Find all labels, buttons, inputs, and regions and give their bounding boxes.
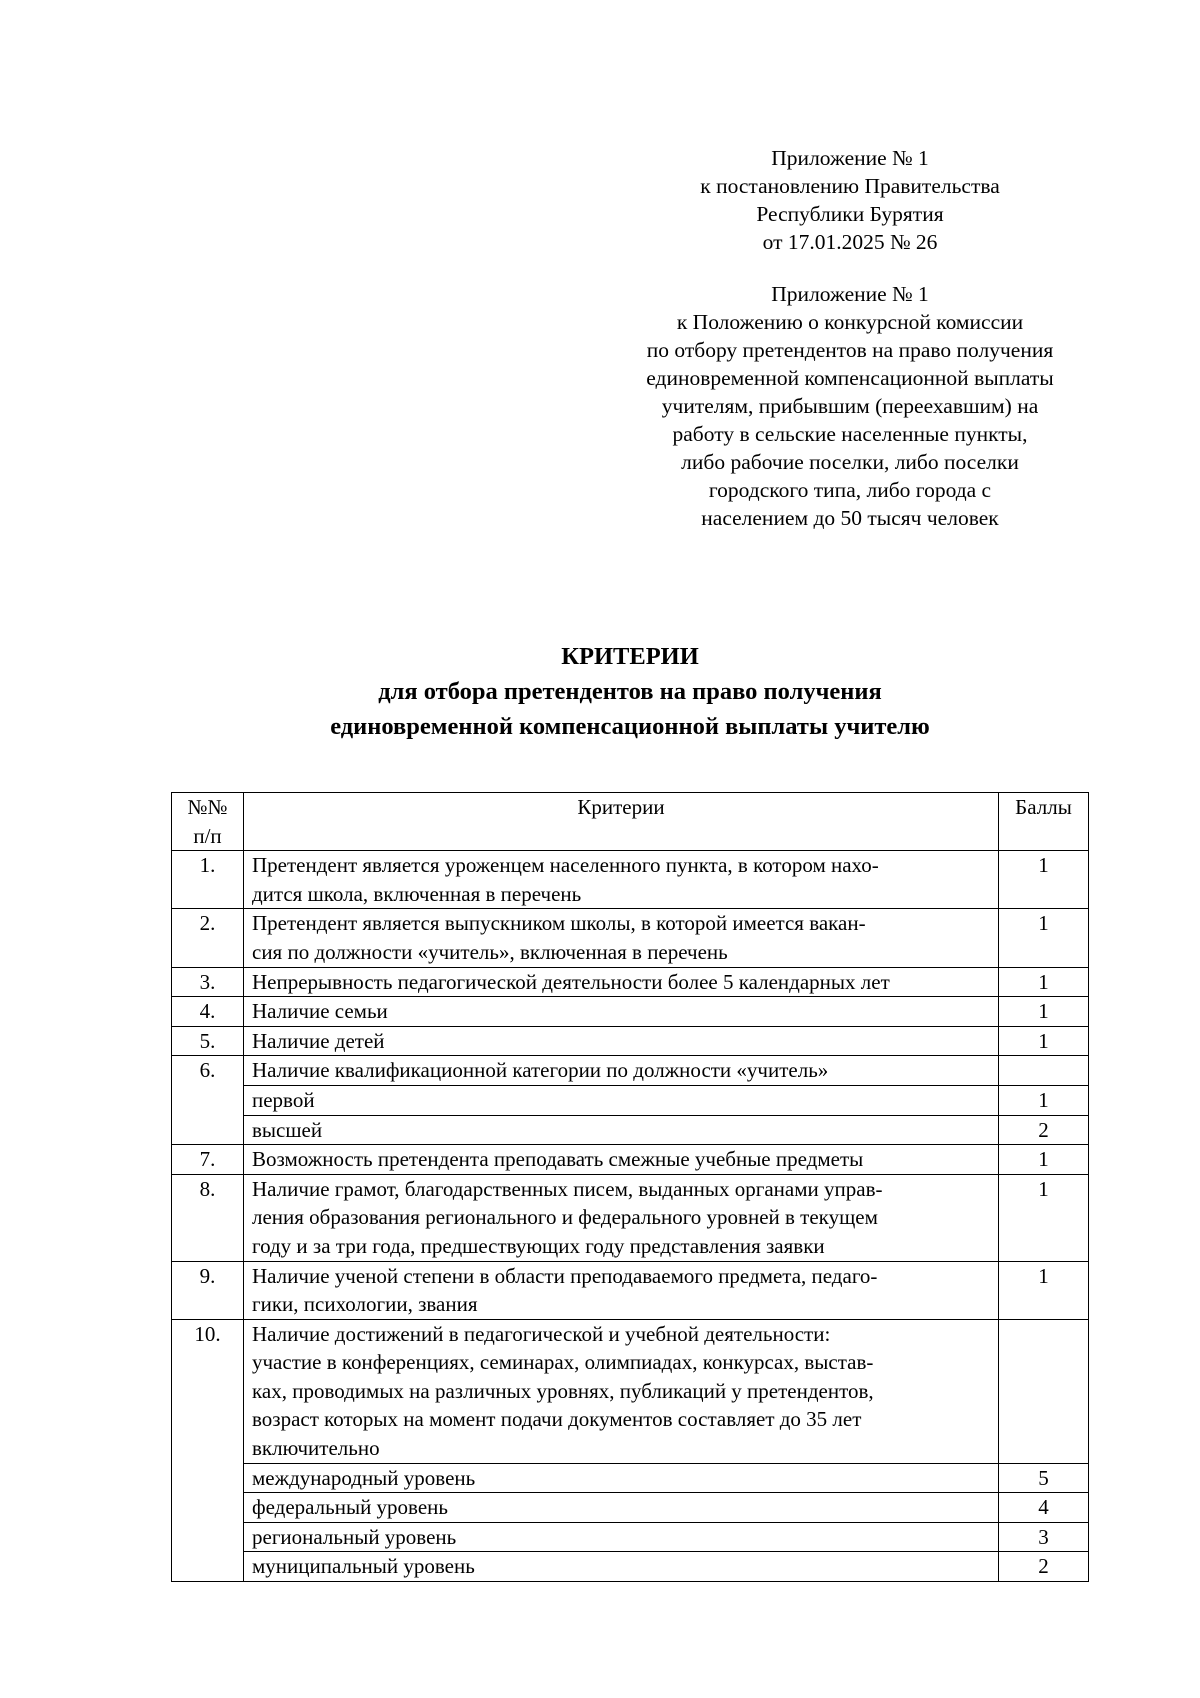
criterion-line: возраст которых на момент подачи документов составляет до 35 лет	[252, 1407, 862, 1432]
appendix-regulation-block	[600, 280, 1100, 532]
subrow-label: высшей	[244, 1115, 999, 1145]
table-row	[172, 1056, 1089, 1086]
subrow-points: 2	[999, 1115, 1089, 1145]
row-criterion	[244, 1145, 999, 1175]
row-number: 3.	[172, 967, 244, 997]
row-points	[999, 1319, 1089, 1463]
row-number: 6.	[172, 1056, 244, 1145]
row-criterion	[244, 1026, 999, 1056]
criterion-line: сия по должности «учитель», включенная в перечень	[252, 939, 728, 964]
criterion-line: году и за три года, предшествующих году представления заявки	[252, 1233, 825, 1258]
header-number	[172, 793, 244, 851]
row-number: 4.	[172, 997, 244, 1027]
appendix-line: Республики Бурятия	[756, 202, 944, 226]
criterion-line: Возможность претендента преподавать смежные учебные предметы	[252, 1147, 864, 1172]
appendix-line: населением до 50 тысяч человек	[701, 506, 999, 530]
appendix-line: единовременной компенсационной выплаты	[646, 366, 1054, 390]
row-criterion	[244, 851, 999, 909]
appendix-line: по отбору претендентов на право получения	[646, 338, 1054, 362]
criterion-line: Непрерывность педагогической деятельности более 5 календарных лет	[252, 969, 890, 994]
appendix-line: от 17.01.2025 № 26	[762, 230, 938, 254]
criterion-line: Наличие квалификационной категории по должности «учитель»	[252, 1058, 829, 1083]
table-subrow	[172, 1493, 1089, 1523]
row-points	[999, 1056, 1089, 1086]
appendix-line: Приложение № 1	[771, 282, 929, 306]
appendix-line: к Положению о конкурсной комиссии	[676, 310, 1024, 334]
table-row	[172, 1026, 1089, 1056]
criterion-line: Наличие ученой степени в области преподаваемого предмета, педаго-	[252, 1263, 878, 1288]
table-subrow	[172, 1085, 1089, 1115]
criterion-line: ления образования регионального и федерального уровней в текущем	[252, 1205, 878, 1230]
appendix-line: работу в сельские населенные пункты,	[672, 422, 1028, 446]
appendix-resolution-block	[600, 144, 1100, 256]
criterion-line: гики, психологии, звания	[252, 1292, 478, 1317]
subrow-points: 4	[999, 1493, 1089, 1523]
table-subrow	[172, 1522, 1089, 1552]
appendix-line: либо рабочие поселки, либо поселки	[681, 450, 1019, 474]
subrow-label: муниципальный уровень	[244, 1552, 999, 1582]
criterion-line: ках, проводимых на различных уровнях, публикаций у претендентов,	[252, 1378, 874, 1403]
row-points: 1	[999, 851, 1089, 909]
subrow-points: 1	[999, 1085, 1089, 1115]
header-criteria: Критерии	[244, 793, 999, 851]
criterion-line: Претендент является выпускником школы, в которой имеется вакан-	[252, 911, 866, 936]
row-criterion	[244, 909, 999, 967]
subrow-label: международный уровень	[244, 1463, 999, 1493]
table-row	[172, 1145, 1089, 1175]
appendix-line: к постановлению Правительства	[700, 174, 1000, 198]
subrow-label: первой	[244, 1085, 999, 1115]
row-number: 5.	[172, 1026, 244, 1056]
row-points: 1	[999, 997, 1089, 1027]
row-number: 8.	[172, 1174, 244, 1261]
table-row	[172, 967, 1089, 997]
criterion-line: участие в конференциях, семинарах, олимпиадах, конкурсах, выстав-	[252, 1350, 874, 1375]
appendix-line: Приложение № 1	[771, 146, 929, 170]
row-points: 1	[999, 967, 1089, 997]
criterion-line: дится школа, включенная в перечень	[252, 881, 582, 906]
table-row	[172, 1319, 1089, 1463]
row-criterion	[244, 1319, 999, 1463]
row-points: 1	[999, 1261, 1089, 1319]
criterion-line: Наличие детей	[252, 1028, 385, 1053]
header-points: Баллы	[999, 793, 1089, 851]
subrow-points: 5	[999, 1463, 1089, 1493]
table-body	[172, 851, 1089, 1582]
criterion-line: включительно	[252, 1436, 380, 1461]
table-subrow	[172, 1115, 1089, 1145]
row-number: 9.	[172, 1261, 244, 1319]
criterion-line: Наличие грамот, благодарственных писем, выданных органами управ-	[252, 1176, 883, 1201]
header-number-line: №№	[187, 795, 228, 819]
row-number: 10.	[172, 1319, 244, 1581]
title-line: КРИТЕРИИ	[561, 643, 699, 670]
subrow-label: федеральный уровень	[244, 1493, 999, 1523]
table-row	[172, 1174, 1089, 1261]
row-criterion	[244, 1174, 999, 1261]
row-number: 1.	[172, 851, 244, 909]
table-row	[172, 851, 1089, 909]
appendix-line: учителям, прибывшим (переехавшим) на	[661, 394, 1039, 418]
row-points: 1	[999, 1026, 1089, 1056]
header-number-line: п/п	[193, 823, 222, 848]
row-criterion	[244, 967, 999, 997]
table-subrow	[172, 1463, 1089, 1493]
subrow-points: 2	[999, 1552, 1089, 1582]
row-criterion	[244, 997, 999, 1027]
subrow-points: 3	[999, 1522, 1089, 1552]
row-number: 2.	[172, 909, 244, 967]
table-row	[172, 997, 1089, 1027]
table-row	[172, 1261, 1089, 1319]
criterion-line: Наличие достижений в педагогической и учебной деятельности:	[252, 1321, 831, 1346]
row-points: 1	[999, 909, 1089, 967]
criterion-line: Наличие семьи	[252, 999, 388, 1024]
row-criterion	[244, 1261, 999, 1319]
row-criterion	[244, 1056, 999, 1086]
appendix-line: городского типа, либо города с	[708, 478, 992, 502]
row-number: 7.	[172, 1145, 244, 1175]
criterion-line: Претендент является уроженцем населенного пункта, в котором нахо-	[252, 853, 879, 878]
row-points: 1	[999, 1174, 1089, 1261]
document-title	[0, 639, 1200, 744]
subrow-label: региональный уровень	[244, 1522, 999, 1552]
table-subrow	[172, 1552, 1089, 1582]
table-row	[172, 909, 1089, 967]
title-line: для отбора претендентов на право получения	[378, 678, 882, 705]
title-line: единовременной компенсационной выплаты учителю	[330, 713, 930, 740]
criteria-table	[171, 792, 1089, 1582]
row-points: 1	[999, 1145, 1089, 1175]
table-header-row	[172, 793, 1089, 851]
